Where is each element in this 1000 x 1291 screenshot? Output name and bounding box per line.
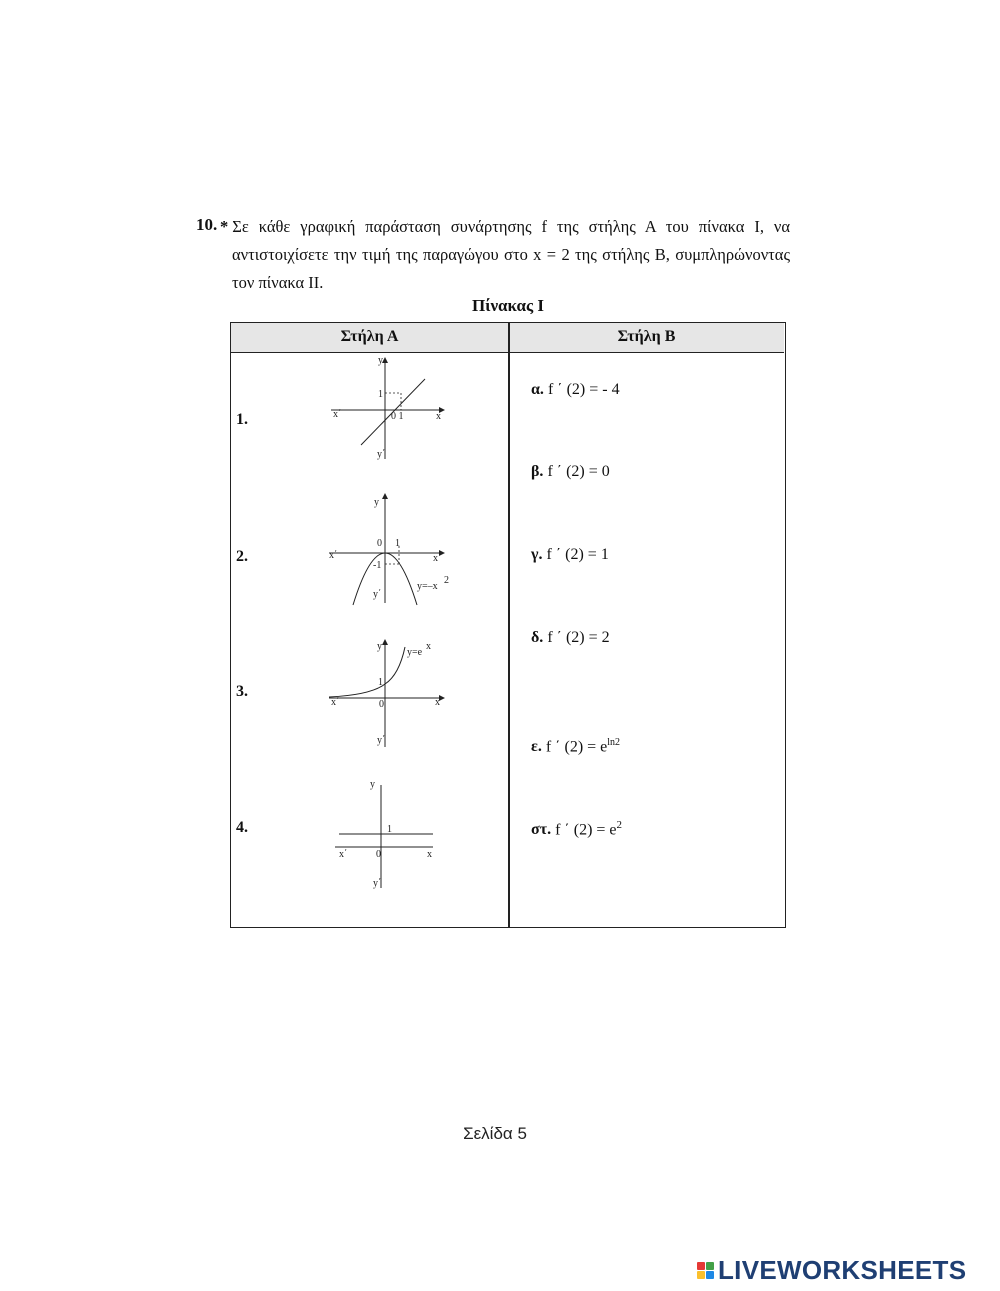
g2-x-label: x <box>433 553 438 564</box>
option-b-label: β. <box>531 463 544 480</box>
g4-one-label: 1 <box>387 824 392 835</box>
question-star: * <box>220 217 229 236</box>
g4-x-label: x <box>427 849 432 860</box>
option-d-label: δ. <box>531 629 544 646</box>
option-d <box>531 629 610 647</box>
matching-table <box>230 322 786 928</box>
g1-xprime-label: x΄ <box>333 409 342 420</box>
option-c <box>531 546 609 564</box>
g3-xprime-label: x΄ <box>331 697 340 708</box>
row-number-3: 3. <box>236 683 248 700</box>
logo-square-green <box>706 1262 714 1270</box>
g4-zero-label: 0 <box>376 849 381 860</box>
g2-y-label: y <box>374 497 379 508</box>
option-a-text: f ΄ (2) = - 4 <box>547 381 620 398</box>
g4-yprime-label: y΄ <box>373 878 382 889</box>
header-column-a: Στήλη Α <box>231 323 509 353</box>
row-number-2: 2. <box>236 548 248 565</box>
option-e <box>531 737 620 756</box>
option-c-text: f ΄ (2) = 1 <box>546 546 609 563</box>
row-number-4: 4. <box>236 819 248 836</box>
option-f-text: f ΄ (2) = e <box>555 821 617 839</box>
g3-y-label: y <box>377 641 382 652</box>
option-b <box>531 463 610 481</box>
g3-one-label: 1 <box>378 677 383 688</box>
g2-xprime-label: x΄ <box>329 550 338 561</box>
g2-minus-one-label: -1 <box>373 560 382 571</box>
g1-origin-label: 0 1 <box>391 411 404 422</box>
table-title: Πίνακας Ι <box>471 296 545 315</box>
g4-y-label: y <box>370 779 375 790</box>
g1-x-label: x <box>436 411 441 422</box>
option-e-label: ε. <box>531 738 542 756</box>
graph-2-parabola <box>321 491 461 609</box>
g3-zero-label: 0 <box>379 699 384 710</box>
g4-xprime-label: x΄ <box>339 849 348 860</box>
question-body: Σε κάθε γραφική παράσταση συνάρτησης f της στήλης Α του πίνακα Ι, να αντιστοιχίσετε την τιμή της παραγώγου στο x = 2 της στήλης Β, συμπληρώνοντας τον πίνακα ΙΙ. <box>232 217 790 292</box>
g1-yprime-label: y΄ <box>377 449 386 460</box>
logo-icon <box>697 1262 714 1279</box>
option-f-label: στ. <box>531 821 552 839</box>
option-a-label: α. <box>531 381 544 398</box>
header-column-b: Στήλη Β <box>509 323 784 353</box>
g3-yprime-label: y΄ <box>377 735 386 746</box>
option-d-text: f ΄ (2) = 2 <box>547 629 610 646</box>
g3-curve-label: y=e <box>407 647 423 658</box>
g3-curve-exp: x <box>426 641 431 652</box>
g2-zero-label: 0 <box>377 538 382 549</box>
liveworksheets-logo[interactable] <box>697 1255 966 1286</box>
g3-x-label: x <box>435 697 440 708</box>
option-e-text: f ΄ (2) = e <box>545 738 608 756</box>
g2-one-label: 1 <box>395 538 400 549</box>
g2-curve-exp: 2 <box>444 575 449 586</box>
option-f-sup: 2 <box>616 819 623 831</box>
option-b-text: f ΄ (2) = 0 <box>547 463 610 480</box>
question-text <box>220 213 790 297</box>
g1-y-label: y <box>378 355 383 366</box>
option-f <box>531 819 622 839</box>
row-number-1: 1. <box>236 411 248 428</box>
logo-square-blue <box>706 1271 714 1279</box>
logo-text: LIVEWORKSHEETS <box>718 1255 967 1285</box>
page-number: Σελίδα 5 <box>463 1124 527 1143</box>
option-e-sup: ln2 <box>607 737 621 748</box>
question-number: 10. <box>196 215 218 234</box>
graph-3-exponential <box>321 633 461 753</box>
column-divider <box>508 323 510 927</box>
logo-square-yellow <box>697 1271 705 1279</box>
g2-yprime-label: y΄ <box>373 589 382 600</box>
g1-one-label: 1 <box>378 389 383 400</box>
option-a <box>531 381 620 399</box>
graph-1-linear <box>321 353 451 463</box>
logo-square-red <box>697 1262 705 1270</box>
option-c-label: γ. <box>531 546 543 563</box>
g2-curve-label: y=–x <box>417 581 438 592</box>
graph-4-constant <box>321 773 461 893</box>
